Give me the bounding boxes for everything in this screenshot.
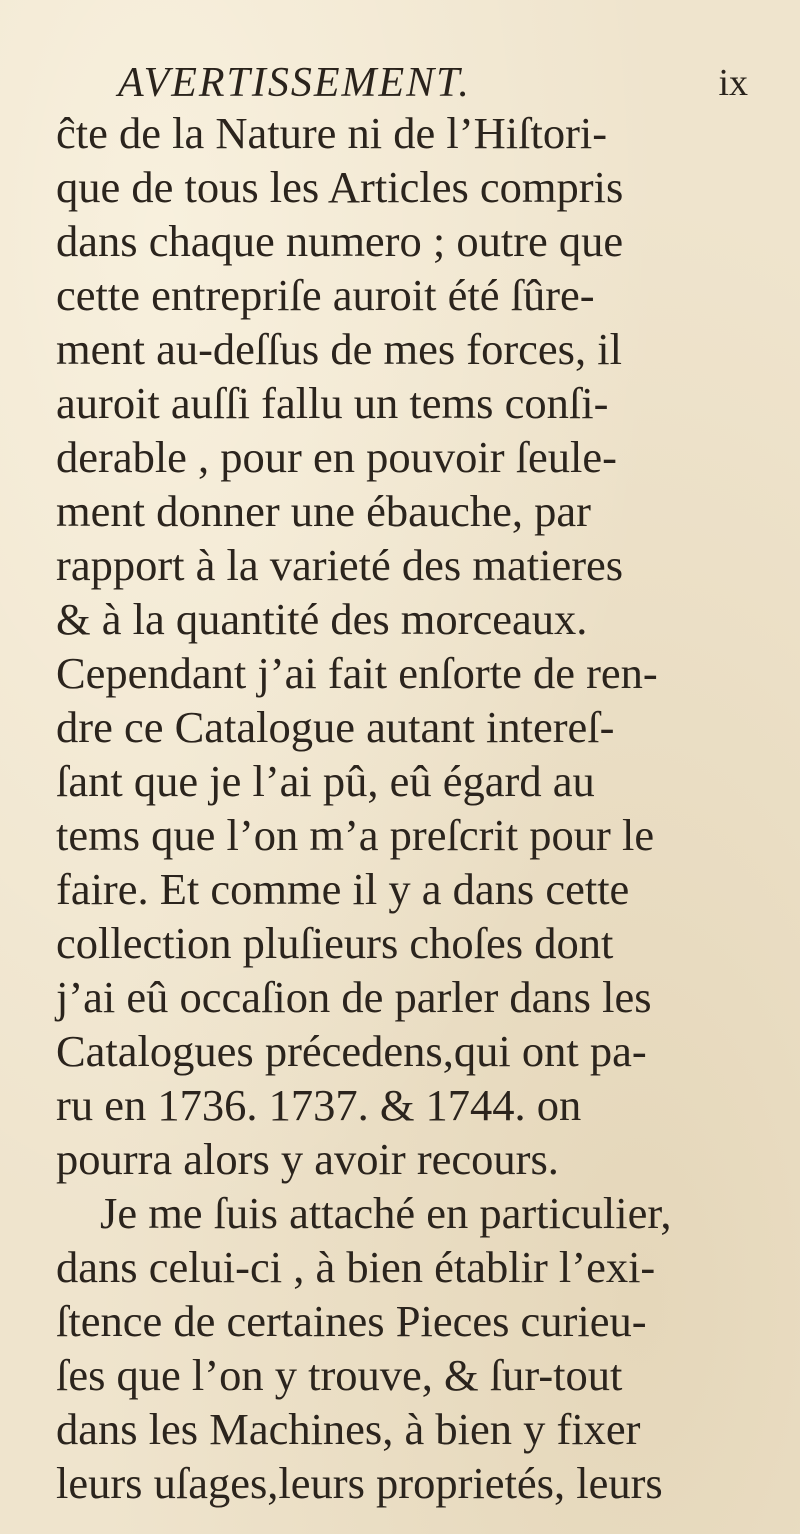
text-line: auroit auſſi fallu un tems conſi-: [56, 378, 609, 428]
text-line: leurs uſages,leurs proprietés, leurs: [56, 1458, 663, 1508]
text-line-paragraph-start: Je me ſuis attaché en particulier,: [100, 1188, 672, 1238]
text-line: ſant que je l’ai pû, eû égard au: [56, 756, 595, 806]
text-line: dre ce Catalogue autant intereſ-: [56, 702, 615, 752]
text-line: collection pluſieurs choſes dont: [56, 918, 614, 968]
text-line: tems que l’on m’a preſcrit pour le: [56, 810, 655, 860]
text-line: cette entrepriſe auroit été ſûre-: [56, 270, 595, 320]
text-line: ru en 1736. 1737. & 1744. on: [56, 1080, 582, 1130]
page-header: [118, 58, 748, 108]
text-line: ſtence de certaines Pieces curieu-: [56, 1296, 647, 1346]
text-line: ment au-deſſus de mes forces, il: [56, 324, 622, 374]
page-number: ix: [718, 62, 748, 104]
text-line: j’ai eû occaſion de parler dans les: [56, 972, 652, 1022]
text-line: pourra alors y avoir recours.: [56, 1134, 559, 1184]
text-line: dans celui-ci , à bien établir l’exi-: [56, 1242, 656, 1292]
text-line: ĉte de la Nature ni de l’Hiſtori-: [56, 108, 608, 158]
text-line: dans chaque numero ; outre que: [56, 216, 624, 266]
text-line: faire. Et comme il y a dans cette: [56, 864, 630, 914]
text-line: Catalogues précedens,qui ont pa-: [56, 1026, 647, 1076]
text-line: rapport à la varieté des matieres: [56, 540, 624, 590]
text-line: & à la quantité des morceaux.: [56, 594, 588, 644]
text-line: Cependant j’ai fait enſorte de ren-: [56, 648, 658, 698]
text-line: ment donner une ébauche, par: [56, 486, 591, 536]
body-text: [56, 106, 746, 1510]
text-line: que de tous les Articles compris: [56, 162, 624, 212]
text-line: dans les Machines, à bien y fixer: [56, 1404, 641, 1454]
text-line: ſes que l’on y trouve, & ſur-tout: [56, 1350, 623, 1400]
running-title: AVERTISSEMENT.: [118, 60, 471, 106]
text-line: derable , pour en pouvoir ſeule-: [56, 432, 617, 482]
